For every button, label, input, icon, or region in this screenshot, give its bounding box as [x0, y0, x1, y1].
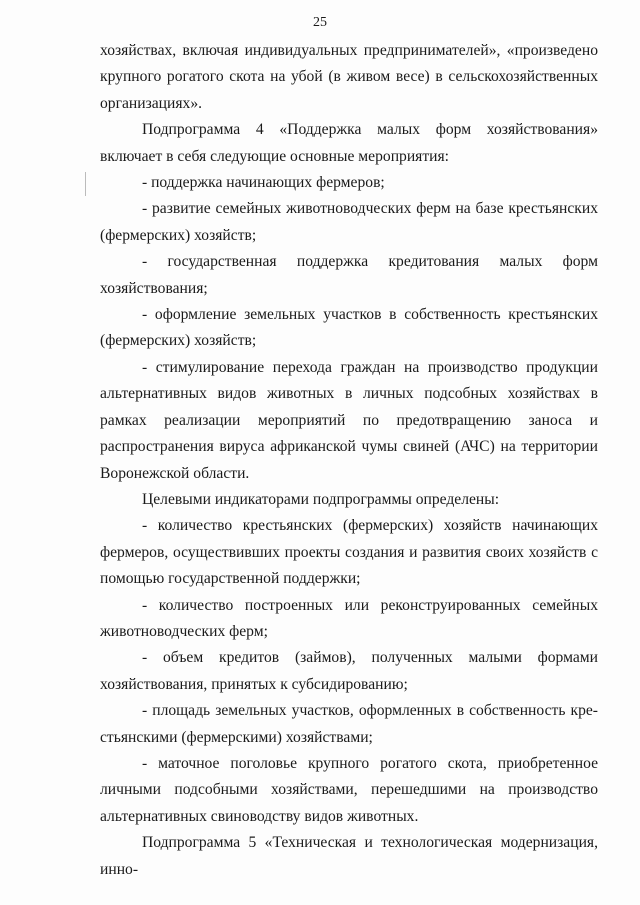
- paragraph-3: Целевыми индикаторами подпрограммы определены:: [142, 490, 500, 508]
- list-item-8: - объем кредитов (займов), полученных малыми формами хозяйствования, принятых к субсидированию;: [100, 649, 598, 693]
- paragraph-1: хозяйствах, включая индивидуальных предпринимателей», «произведено крупного рогатого скота на убой (в живом весе) в сельскохозяйственных организациях».: [100, 42, 598, 112]
- list-item-2: - развитие семейных животноводческих ферм на базе крестьянских (фермерских) хозяйств;: [100, 200, 598, 244]
- list-item-10: - маточное поголовье крупного рогатого скота, приобретенное личными подсобными хозяйствами, перешедшими на производство альтернативных свиноводству видов животных.: [100, 754, 598, 825]
- page-number: 25: [313, 15, 327, 30]
- list-item-9: - площадь земельных участков, оформленных в собственность крестьянскими (фермерскими) хозяйствами;: [100, 702, 598, 746]
- body-text: [100, 38, 598, 883]
- paragraph-2: Подпрограмма 4 «Поддержка малых форм хозяйствования» включает в себя следующие основные мероприятия:: [100, 121, 598, 165]
- list-item-5: - стимулирование перехода граждан на производство продукции альтернативных видов животных в личных подсобных хозяйствах в рамках реализации мероприятий по предотвращению заноса и распространения вируса африканской чумы свиней (АЧС) на территории Воронежской области.: [100, 358, 598, 482]
- list-item-6: - количество крестьянских (фермерских) хозяйств начинающих фермеров, осуществивших проекты создания и развития своих хозяйств с помощью государственной поддержки;: [100, 517, 598, 588]
- margin-mark: [85, 172, 86, 196]
- list-item-3: - государственная поддержка кредитования малых форм хозяйствования;: [100, 253, 598, 297]
- paragraph-4: Подпрограмма 5 «Техническая и технологическая модернизация, инно-: [100, 834, 598, 878]
- list-item-4: - оформление земельных участков в собственность крестьянских (фермерских) хозяйств;: [100, 306, 598, 350]
- list-item-1: - поддержка начинающих фермеров;: [142, 174, 385, 192]
- list-item-7: - количество построенных или реконструированных семейных животноводческих ферм;: [100, 596, 598, 640]
